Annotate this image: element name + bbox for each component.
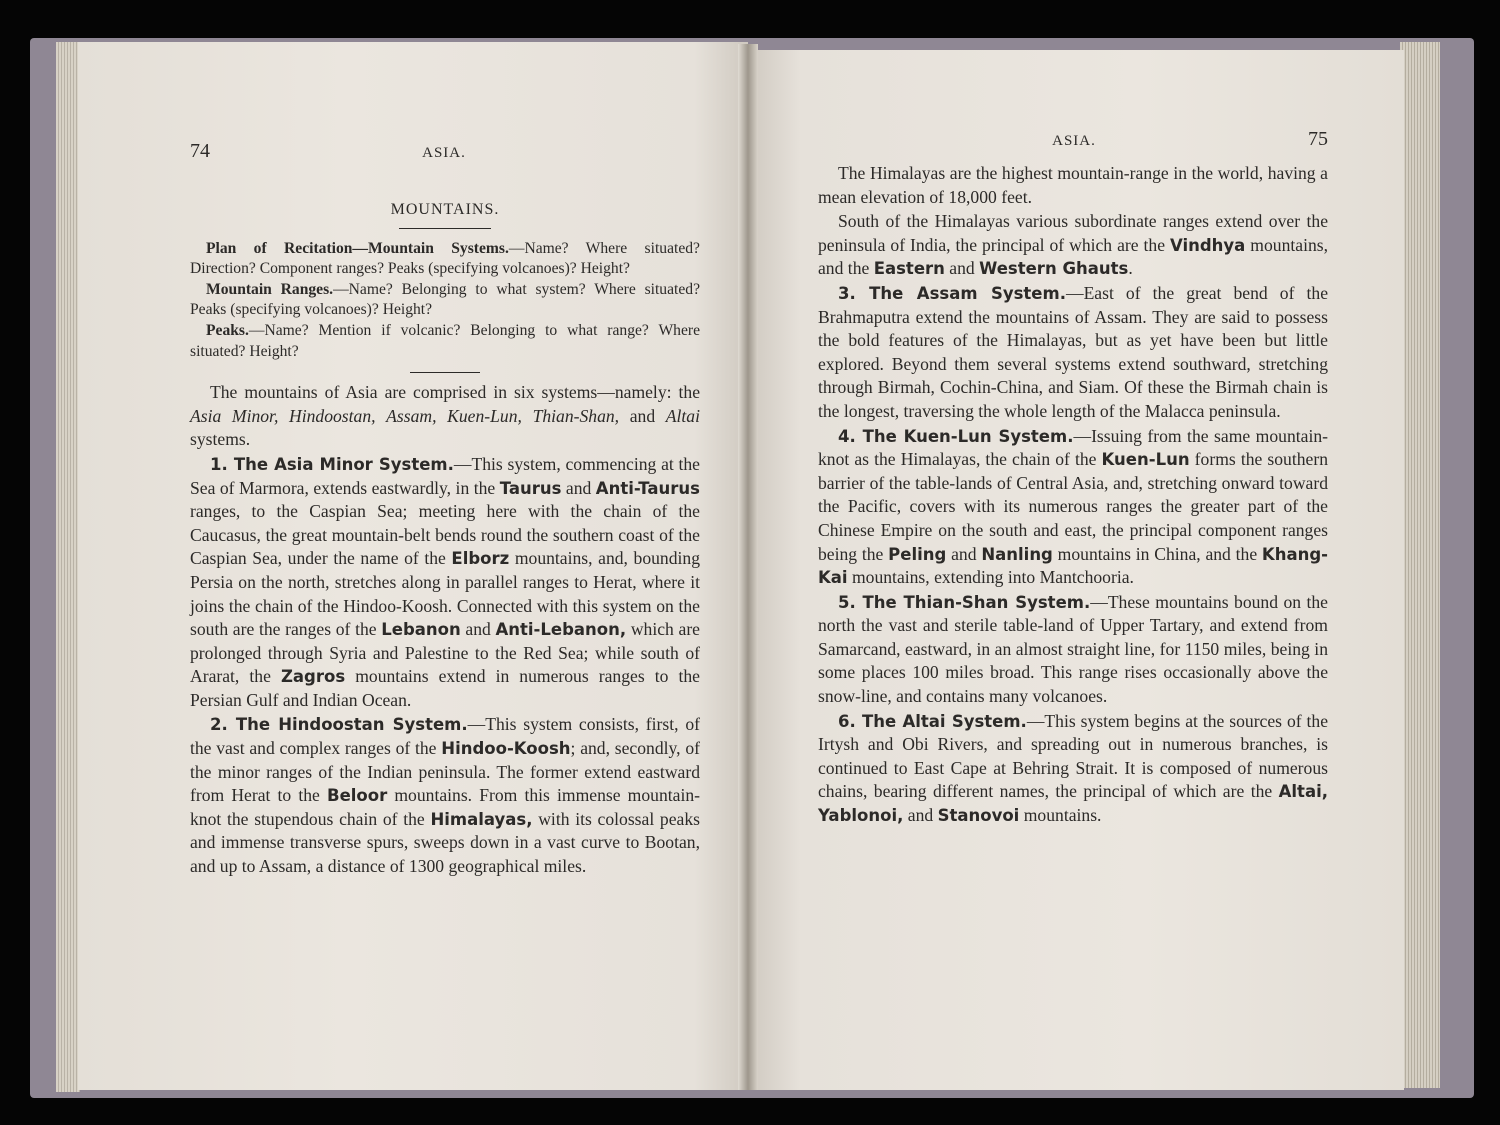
plan-text: —Name? Where situated? Direction? Component ranges? Peaks (specifying volcanoes)? Height?	[190, 239, 700, 278]
assam-paragraph: 3. The Assam System.—East of the great bend of the Brahmaputra extend the mountains of Assam. They are said to possess the bold features of the Himalayas, but as yet have been but little explored. Beyond them several systems extend southward, stretching through Birmah, Cochin-China, and Siam. Of these the Birmah chain is the longest, traversing the whole length of the Malacca peninsula.	[818, 282, 1328, 421]
himalayas-paragraph: The Himalayas are the highest mountain-range in the world, having a mean elevation of 18,000 feet.	[818, 163, 1328, 207]
running-head: ASIA.	[1052, 133, 1096, 149]
plan-item	[190, 280, 700, 321]
kuen-lun-paragraph: 4. The Kuen-Lun System.—Issuing from the same mountain-knot as the Himalayas, the chain of the Kuen-Lun forms the southern barrier of the table-lands of Central Asia, and, stretching onward toward the Pacific, covers with its numerous ranges the greater part of the Chinese Empire on the south and east, the principal component ranges being the Peling and Nanling mountains in China, and the Khang-Kai mountains, extending into Mantchooria.	[818, 425, 1328, 588]
plan-lead: Plan of Recitation—Mountain Systems.	[206, 239, 509, 257]
india-ranges-paragraph: South of the Himalayas various subordinate ranges extend over the peninsula of India, the principal of which are the Vindhya mountains, and the Eastern and Western Ghauts.	[818, 211, 1328, 279]
plan-text: —Name? Belonging to what system? Where situated? Peaks (specifying volcanoes)? Height?	[190, 280, 700, 319]
left-page-text	[190, 140, 700, 879]
asia-minor-paragraph: 1. The Asia Minor System.—This system, commencing at the Sea of Marmora, extends eastwardly, in the Taurus and Anti-Taurus ranges, to the Caspian Sea; meeting here with the chain of the Caucasus, the great mountain-belt bends round the southern coast of the Caspian Sea, under the name of the Elborz mountains, and, bounding Persia on the north, stretches along in parallel ranges to Herat, where it joins the chain of the Hindoo-Koosh. Connected with this system on the south are the ranges of the Lebanon and Anti-Lebanon, which are prolonged through Syria and Palestine to the Red Sea; while south of Ararat, the Zagros mountains extend in numerous ranges to the Persian Gulf and Indian Ocean.	[190, 453, 700, 710]
book-gutter	[738, 44, 758, 1090]
page-edges-right	[1400, 42, 1440, 1088]
running-head: ASIA.	[422, 145, 466, 161]
plan-lead: Peaks.	[206, 321, 249, 339]
page-number: 75	[1307, 128, 1328, 150]
right-page-text	[818, 128, 1328, 828]
hindoostan-paragraph: 2. The Hindoostan System.—This system consists, first, of the vast and complex ranges of the Hindoo-Koosh; and, secondly, of the minor ranges of the Indian peninsula. The former extend eastward from Herat to the Beloor mountains. From this immense mountain-knot the stupendous chain of the Himalayas, with its colossal peaks and immense transverse spurs, sweeps down in a vast curve to Bootan, and up to Assam, a distance of 1300 geographical miles.	[190, 714, 701, 877]
left-page-header	[190, 140, 700, 170]
recitation-plan	[190, 239, 700, 363]
page-edges-left	[56, 42, 80, 1092]
page-number: 74	[190, 140, 210, 162]
plan-lead: Mountain Ranges.	[206, 280, 334, 298]
plan-text: —Name? Mention if volcanic? Belonging to what range? Where situated? Height?	[190, 321, 700, 360]
plan-item	[190, 239, 700, 280]
plan-item	[190, 321, 700, 362]
divider	[399, 228, 491, 229]
intro-paragraph: The mountains of Asia are comprised in six systems—namely: the Asia Minor, Hindoostan, Assam, Kuen-Lun, Thian-Shan, and Altai systems.	[190, 382, 700, 450]
left-page	[78, 42, 748, 1090]
divider	[410, 372, 480, 373]
altai-paragraph: 6. The Altai System.—This system begins at the sources of the Irtysh and Obi Rivers, and spreading out in numerous branches, is continued to East Cape at Behring Strait. It is composed of numerous chains, bearing different names, the principal of which are the Altai, Yablonoi, and Stanovoi mountains.	[818, 710, 1328, 826]
section-title: MOUNTAINS.	[390, 201, 500, 218]
right-page-header	[818, 128, 1328, 158]
right-page	[748, 50, 1404, 1090]
thian-shan-paragraph: 5. The Thian-Shan System.—These mountains bound on the north the vast and sterile table-land of Upper Tartary, and extend from Samarcand, eastward, in an almost straight line, for 1150 miles, being in some places 100 miles broad. This range rises occasionally above the snow-line, and contains many volcanoes.	[818, 591, 1328, 707]
